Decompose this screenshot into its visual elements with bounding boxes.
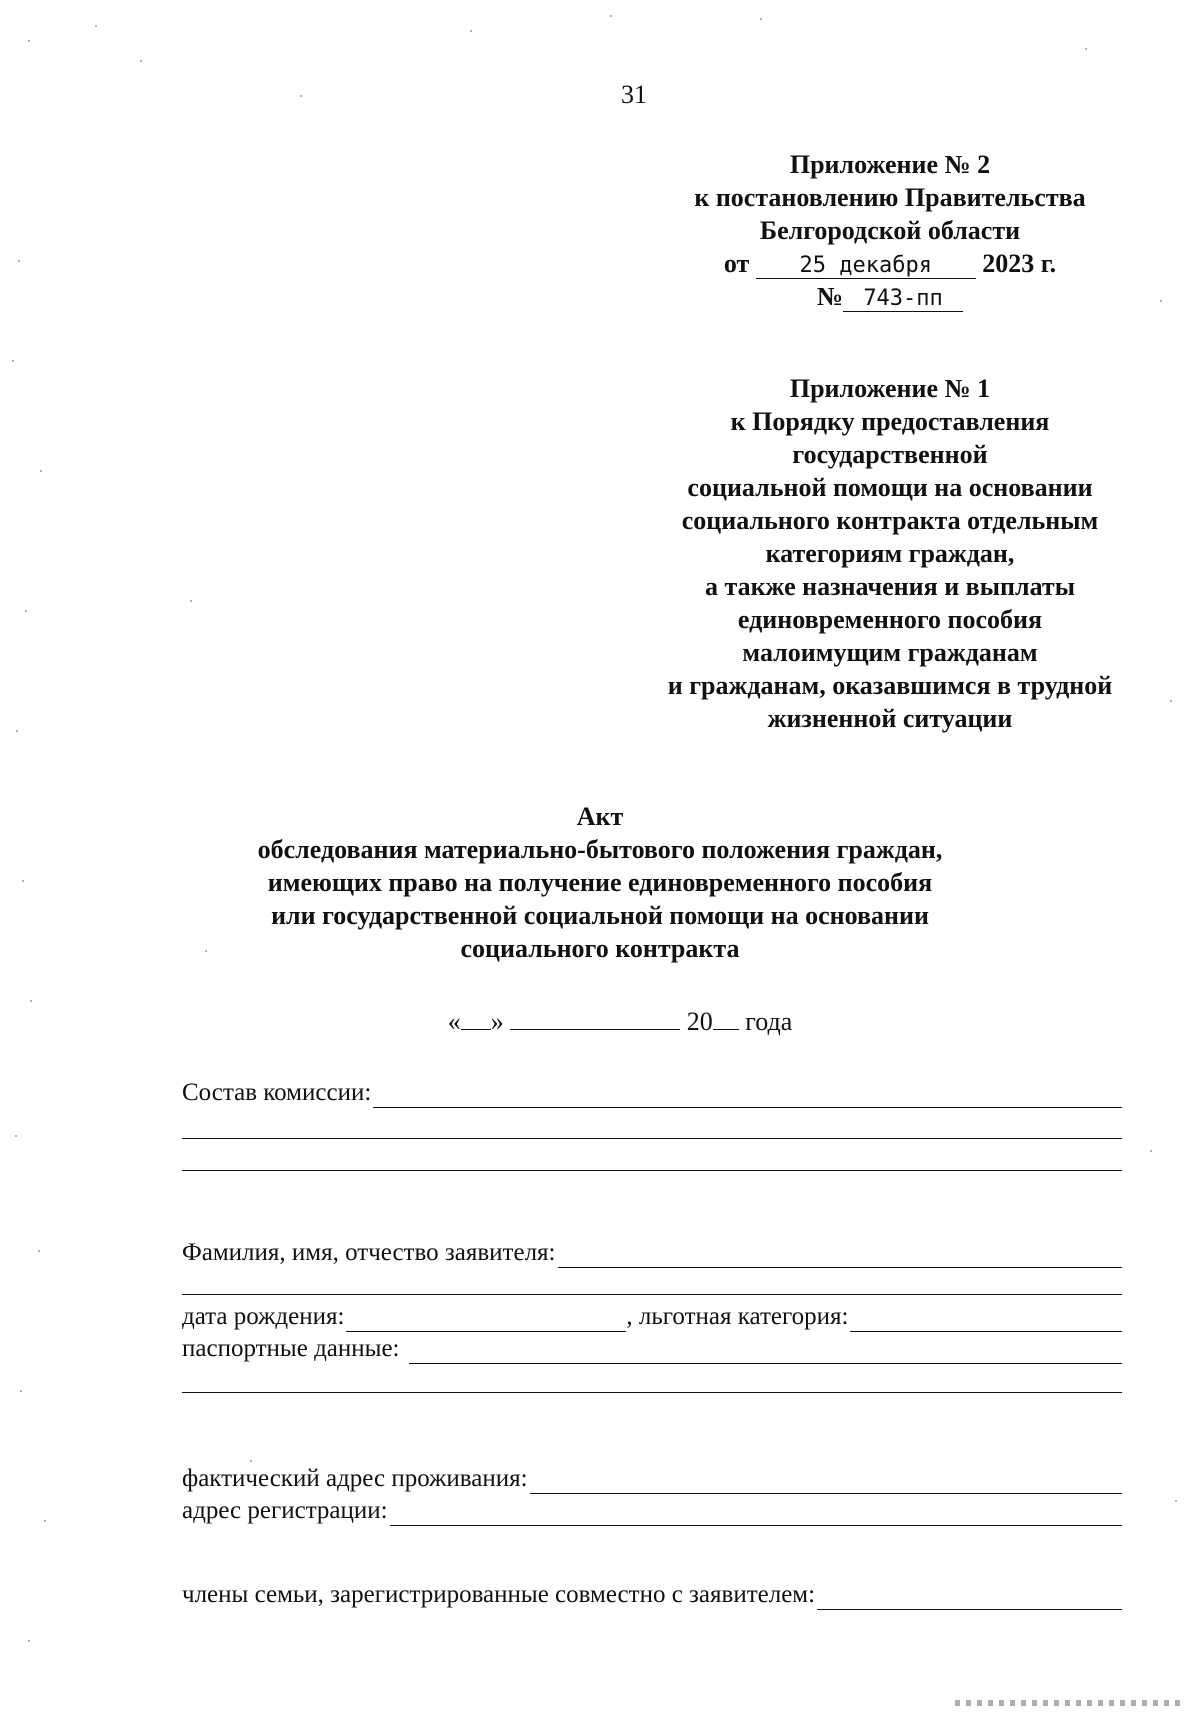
appendix-2-header bbox=[640, 148, 1140, 313]
day-blank[interactable] bbox=[461, 1005, 491, 1030]
appendix-2-date-line bbox=[640, 247, 1140, 280]
scan-edge-dots bbox=[955, 1700, 1185, 1706]
appendix-1-line: малоимущим гражданам bbox=[742, 638, 1038, 667]
family-members-field bbox=[182, 1580, 1122, 1610]
family-members-label: члены семьи, зарегистрированные совместно с заявителем: bbox=[182, 1581, 816, 1608]
commission-line-3[interactable] bbox=[182, 1170, 1122, 1171]
actual-address-label: фактический адрес проживания: bbox=[182, 1465, 528, 1492]
appendix-1-title: Приложение № 1 bbox=[789, 374, 991, 403]
act-subtitle-line: или государственной социальной помощи на основании bbox=[271, 901, 929, 930]
page-number: 31 bbox=[621, 80, 647, 109]
appendix-1-line: социального контракта отдельным bbox=[681, 506, 1099, 535]
benefit-category-label: , льготная категория: bbox=[626, 1303, 849, 1330]
passport-line-2[interactable] bbox=[182, 1392, 1122, 1393]
date-close-quote: » bbox=[490, 1007, 504, 1036]
applicant-name-field bbox=[182, 1238, 1122, 1268]
year-prefix: 20 bbox=[686, 1007, 713, 1036]
appendix-1-line: единовременного пособия bbox=[737, 605, 1043, 634]
month-blank[interactable] bbox=[510, 1005, 680, 1030]
registration-address-field bbox=[182, 1496, 1122, 1526]
passport-label: паспортные данные: bbox=[182, 1335, 400, 1362]
commission-input[interactable] bbox=[373, 1081, 1122, 1108]
actual-address-field bbox=[182, 1464, 1122, 1494]
birthdate-label: дата рождения: bbox=[182, 1303, 345, 1330]
applicant-name-label: Фамилия, имя, отчество заявителя: bbox=[182, 1239, 556, 1266]
appendix-2-number-line bbox=[640, 280, 1140, 313]
appendix-1-line: к Порядку предоставления bbox=[730, 407, 1050, 436]
commission-field bbox=[182, 1078, 1122, 1108]
benefit-category-input[interactable] bbox=[850, 1305, 1122, 1332]
appendix-1-line: категориям граждан, bbox=[765, 539, 1015, 568]
birthdate-benefit-field bbox=[182, 1302, 1122, 1332]
registration-address-label: адрес регистрации: bbox=[182, 1497, 388, 1524]
passport-input[interactable] bbox=[409, 1337, 1122, 1364]
act-date-line bbox=[0, 1005, 1200, 1037]
applicant-name-line-2[interactable] bbox=[182, 1294, 1122, 1295]
appendix-2-line-1: к постановлению Правительства bbox=[694, 183, 1086, 212]
appendix-1-header bbox=[640, 372, 1140, 735]
birthdate-input[interactable] bbox=[346, 1305, 626, 1332]
appendix-2-line-2: Белгородской области bbox=[759, 216, 1021, 245]
date-open-quote: « bbox=[447, 1007, 461, 1036]
handwritten-date: 25 декабря bbox=[756, 254, 976, 279]
commission-label: Состав комиссии: bbox=[182, 1079, 372, 1106]
commission-line-2[interactable] bbox=[182, 1138, 1122, 1139]
appendix-1-line: и гражданам, оказавшимся в трудной bbox=[667, 671, 1113, 700]
act-subtitle-line: обследования материально-бытового положения граждан, bbox=[257, 835, 943, 864]
appendix-1-line: а также назначения и выплаты bbox=[704, 572, 1075, 601]
appendix-1-line: жизненной ситуации bbox=[767, 704, 1013, 733]
appendix-1-line: социальной помощи на основании bbox=[687, 473, 1093, 502]
applicant-name-input[interactable] bbox=[558, 1241, 1123, 1268]
date-prefix: от bbox=[723, 249, 750, 278]
handwritten-number: 743-пп bbox=[843, 287, 963, 312]
actual-address-input[interactable] bbox=[530, 1467, 1122, 1494]
year-suffix: года bbox=[745, 1007, 793, 1036]
registration-address-input[interactable] bbox=[390, 1499, 1122, 1526]
act-subtitle-line: имеющих право на получение единовременного пособия bbox=[267, 868, 933, 897]
date-suffix: 2023 г. bbox=[982, 249, 1057, 278]
number-prefix: № bbox=[816, 282, 844, 311]
passport-field bbox=[182, 1334, 1122, 1364]
year-blank[interactable] bbox=[713, 1005, 739, 1030]
appendix-1-line: государственной bbox=[792, 440, 988, 469]
appendix-2-title: Приложение № 2 bbox=[789, 150, 991, 179]
family-members-input[interactable] bbox=[817, 1583, 1122, 1610]
act-title-block bbox=[220, 800, 980, 965]
act-title: Акт bbox=[576, 802, 624, 831]
act-subtitle-line: социального контракта bbox=[460, 934, 740, 963]
